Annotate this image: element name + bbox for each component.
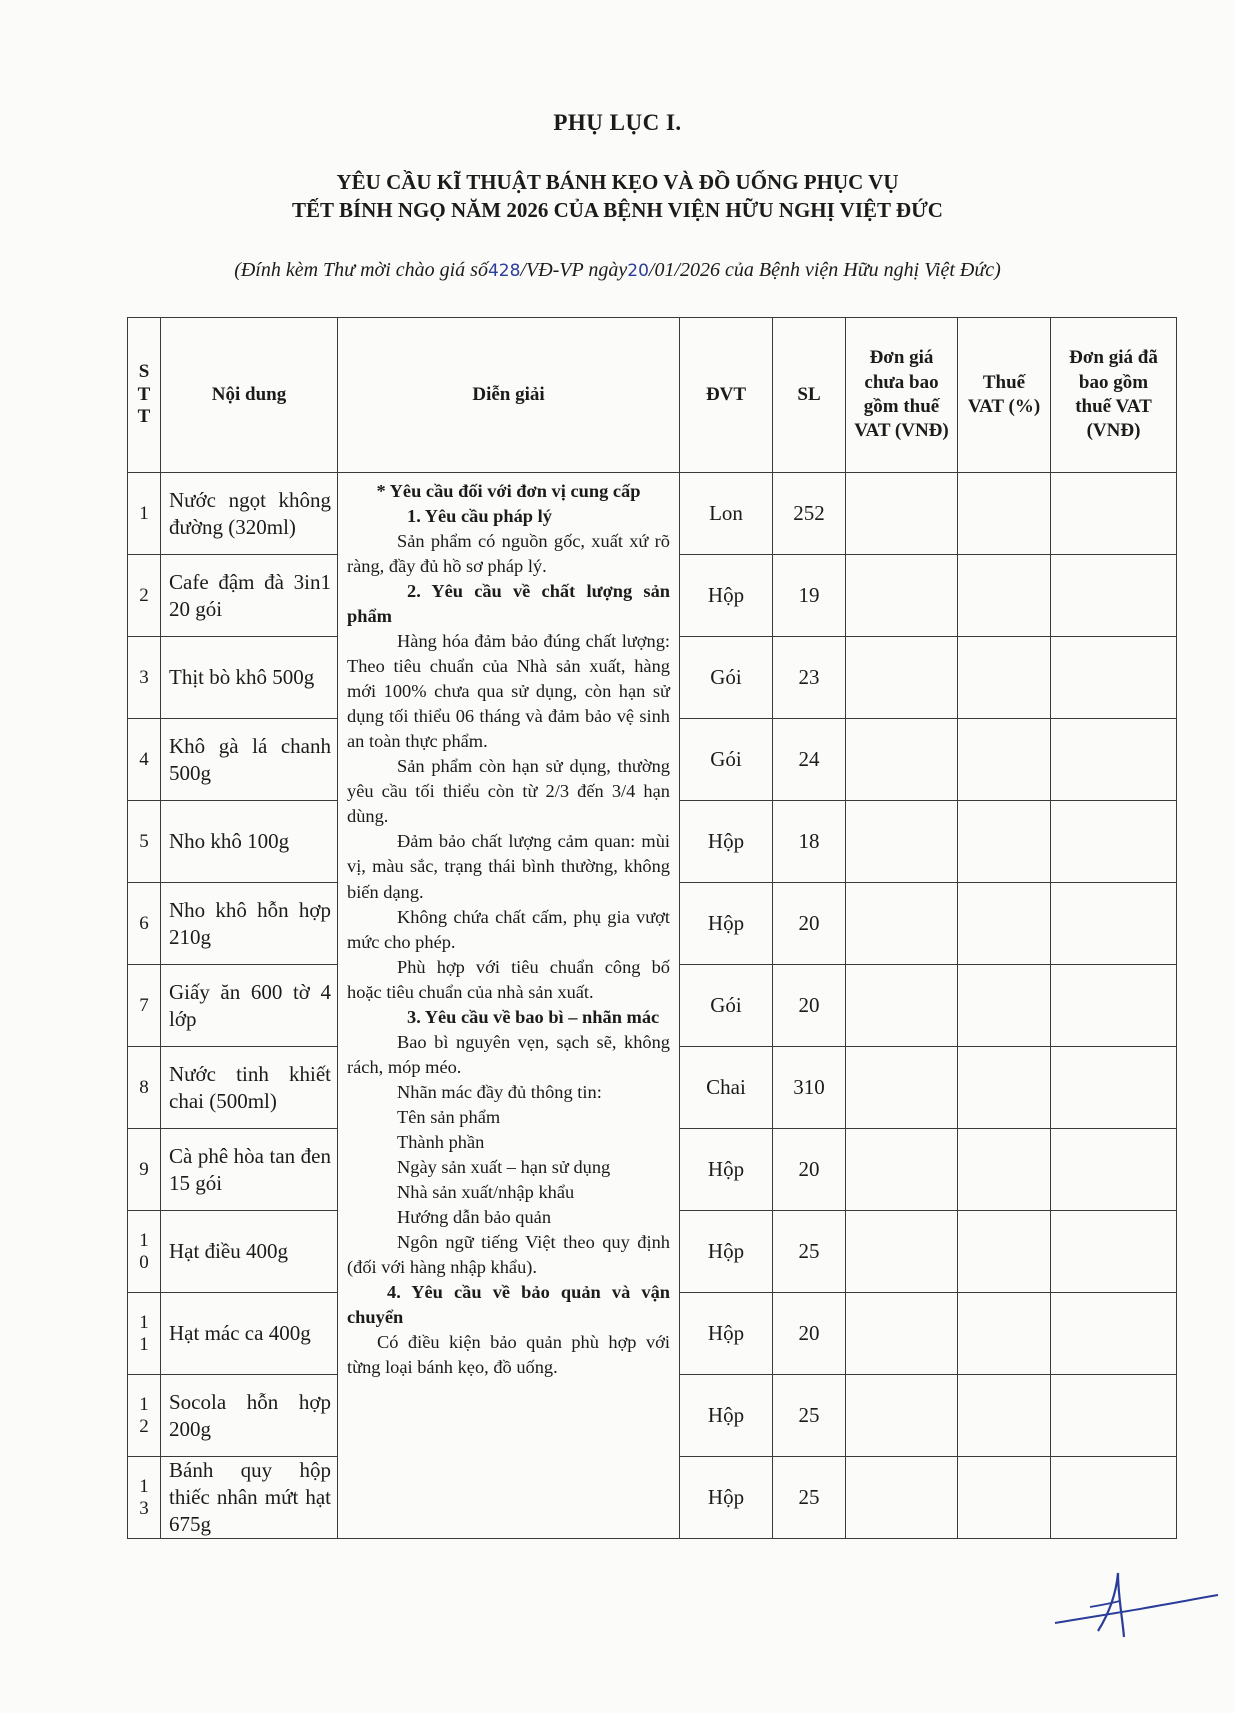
header-price-incl-vat: Đơn giá đã bao gồm thuế VAT (VNĐ) xyxy=(1051,318,1177,473)
row-vat xyxy=(958,1129,1051,1211)
row-quantity: 18 xyxy=(773,801,846,883)
row-name: Nho khô 100g xyxy=(161,801,338,883)
letter-day: 20 xyxy=(627,261,649,281)
row-price-incl xyxy=(1051,1047,1177,1129)
row-unit: Hộp xyxy=(680,1457,773,1539)
row-quantity: 20 xyxy=(773,883,846,965)
row-name: Giấy ăn 600 tờ 4 lớp xyxy=(161,965,338,1047)
row-price-incl xyxy=(1051,1457,1177,1539)
row-vat xyxy=(958,637,1051,719)
row-unit: Hộp xyxy=(680,1293,773,1375)
row-unit: Gói xyxy=(680,637,773,719)
title-line-2: TẾT BÍNH NGỌ NĂM 2026 CỦA BỆNH VIỆN HỮU NGHỊ VIỆT ĐỨC xyxy=(292,198,943,222)
row-quantity: 25 xyxy=(773,1211,846,1293)
row-unit: Gói xyxy=(680,965,773,1047)
row-name: Bánh quy hộp thiếc nhân mứt hạt 675g xyxy=(161,1457,338,1539)
row-vat xyxy=(958,1047,1051,1129)
row-unit: Hộp xyxy=(680,1129,773,1211)
row-name: Nho khô hỗn hợp 210g xyxy=(161,883,338,965)
row-stt: 1 0 xyxy=(128,1211,161,1293)
header-quantity: SL xyxy=(773,318,846,473)
row-stt: 9 xyxy=(128,1129,161,1211)
header-vat: Thuế VAT (%) xyxy=(958,318,1051,473)
row-name: Hạt mác ca 400g xyxy=(161,1293,338,1375)
row-quantity: 20 xyxy=(773,1129,846,1211)
row-stt: 6 xyxy=(128,883,161,965)
requirements-table xyxy=(127,317,1177,1539)
letter-number: 428 xyxy=(487,261,521,281)
signature-mark xyxy=(1050,1565,1220,1655)
row-price-excl xyxy=(846,883,958,965)
row-price-excl xyxy=(846,1457,958,1539)
description-cell: * Yêu cầu đối với đơn vị cung cấp 1. Yêu cầu pháp lý Sản phẩm có nguồn gốc, xuất xứ rõ ràng, đầy đủ hồ sơ pháp lý. 2. Yêu cầu về chất lượng sản phẩm Hàng hóa đảm bảo đúng chất lượng: Theo tiêu chuẩn của Nhà sản xuất, hàng mới 100% chưa qua sử dụng, còn hạn sử dụng tối thiểu 06 tháng và đảm bảo vệ sinh an toàn thực phẩm. Sản phẩm còn hạn sử dụng, thường yêu cầu tối thiểu còn từ 2/3 đến 3/4 hạn dùng. Đảm bảo chất lượng cảm quan: mùi vị, màu sắc, trạng thái bình thường, không biến dạng. Không chứa chất cấm, phụ gia vượt mức cho phép. Phù hợp với tiêu chuẩn công bố hoặc tiêu chuẩn của nhà sản xuất. 3. Yêu cầu về bao bì – nhãn mác Bao bì nguyên vẹn, sạch sẽ, không rách, móp méo. Nhãn mác đầy đủ thông tin: Tên sản phẩm Thành phần Ngày sản xuất – hạn sử dụng Nhà sản xuất/nhập khẩu Hướng dẫn bảo quản Ngôn ngữ tiếng Việt theo quy định (đối với hàng nhập khẩu). 4. Yêu cầu về bảo quản và vận chuyển Có điều kiện bảo quản phù hợp với từng loại bánh kẹo, đồ uống. xyxy=(338,473,680,1539)
row-price-excl xyxy=(846,965,958,1047)
row-unit: Hộp xyxy=(680,883,773,965)
row-stt: 1 3 xyxy=(128,1457,161,1539)
row-unit: Hộp xyxy=(680,801,773,883)
row-vat xyxy=(958,555,1051,637)
row-price-excl xyxy=(846,1129,958,1211)
row-quantity: 23 xyxy=(773,637,846,719)
row-unit: Hộp xyxy=(680,555,773,637)
row-vat xyxy=(958,1375,1051,1457)
header-row xyxy=(128,318,1177,473)
row-price-excl xyxy=(846,719,958,801)
row-stt: 7 xyxy=(128,965,161,1047)
row-price-incl xyxy=(1051,1293,1177,1375)
table-row xyxy=(128,473,1177,555)
subtitle-mid: /VĐ-VP ngày xyxy=(520,259,628,281)
row-name: Thịt bò khô 500g xyxy=(161,637,338,719)
row-quantity: 20 xyxy=(773,965,846,1047)
row-price-excl xyxy=(846,801,958,883)
row-stt: 1 1 xyxy=(128,1293,161,1375)
row-quantity: 310 xyxy=(773,1047,846,1129)
row-price-incl xyxy=(1051,473,1177,555)
row-stt: 2 xyxy=(128,555,161,637)
row-price-excl xyxy=(846,1375,958,1457)
row-price-incl xyxy=(1051,1129,1177,1211)
row-price-incl xyxy=(1051,1375,1177,1457)
row-unit: Lon xyxy=(680,473,773,555)
row-quantity: 19 xyxy=(773,555,846,637)
row-price-excl xyxy=(846,1293,958,1375)
appendix-title: PHỤ LỤC I. xyxy=(553,110,682,135)
row-price-incl xyxy=(1051,637,1177,719)
row-name: Hạt điều 400g xyxy=(161,1211,338,1293)
row-stt: 8 xyxy=(128,1047,161,1129)
row-name: Socola hỗn hợp 200g xyxy=(161,1375,338,1457)
row-name: Nước ngọt không đường (320ml) xyxy=(161,473,338,555)
row-quantity: 20 xyxy=(773,1293,846,1375)
row-vat xyxy=(958,1293,1051,1375)
header-unit: ĐVT xyxy=(680,318,773,473)
row-price-incl xyxy=(1051,801,1177,883)
row-stt: 5 xyxy=(128,801,161,883)
row-stt: 4 xyxy=(128,719,161,801)
row-price-excl xyxy=(846,637,958,719)
row-name: Khô gà lá chanh 500g xyxy=(161,719,338,801)
subtitle xyxy=(0,259,1235,282)
row-price-excl xyxy=(846,1211,958,1293)
subtitle-suffix: /01/2026 của Bệnh viện Hữu nghị Việt Đức) xyxy=(648,259,1001,281)
row-vat xyxy=(958,719,1051,801)
row-unit: Gói xyxy=(680,719,773,801)
title-line-1: YÊU CẦU KĨ THUẬT BÁNH KẸO VÀ ĐỒ UỐNG PHỤC VỤ xyxy=(336,170,899,194)
row-quantity: 24 xyxy=(773,719,846,801)
subtitle-prefix: (Đính kèm Thư mời chào giá số xyxy=(234,259,488,281)
row-stt: 3 xyxy=(128,637,161,719)
header-description: Diễn giải xyxy=(338,318,680,473)
row-vat xyxy=(958,473,1051,555)
row-unit: Hộp xyxy=(680,1375,773,1457)
row-quantity: 25 xyxy=(773,1375,846,1457)
row-unit: Hộp xyxy=(680,1211,773,1293)
row-vat xyxy=(958,1211,1051,1293)
row-price-incl xyxy=(1051,719,1177,801)
row-name: Cafe đậm đà 3in1 20 gói xyxy=(161,555,338,637)
row-name: Nước tinh khiết chai (500ml) xyxy=(161,1047,338,1129)
row-price-excl xyxy=(846,473,958,555)
row-vat xyxy=(958,883,1051,965)
header-price-excl-vat: Đơn giá chưa bao gồm thuế VAT (VNĐ) xyxy=(846,318,958,473)
row-price-incl xyxy=(1051,555,1177,637)
row-stt: 1 xyxy=(128,473,161,555)
row-unit: Chai xyxy=(680,1047,773,1129)
header-stt: S T T xyxy=(128,318,161,473)
row-price-excl xyxy=(846,555,958,637)
row-quantity: 25 xyxy=(773,1457,846,1539)
row-price-excl xyxy=(846,1047,958,1129)
row-vat xyxy=(958,801,1051,883)
header-content: Nội dung xyxy=(161,318,338,473)
row-vat xyxy=(958,965,1051,1047)
row-price-incl xyxy=(1051,1211,1177,1293)
row-quantity: 252 xyxy=(773,473,846,555)
row-price-incl xyxy=(1051,965,1177,1047)
row-stt: 1 2 xyxy=(128,1375,161,1457)
row-vat xyxy=(958,1457,1051,1539)
row-name: Cà phê hòa tan đen 15 gói xyxy=(161,1129,338,1211)
row-price-incl xyxy=(1051,883,1177,965)
